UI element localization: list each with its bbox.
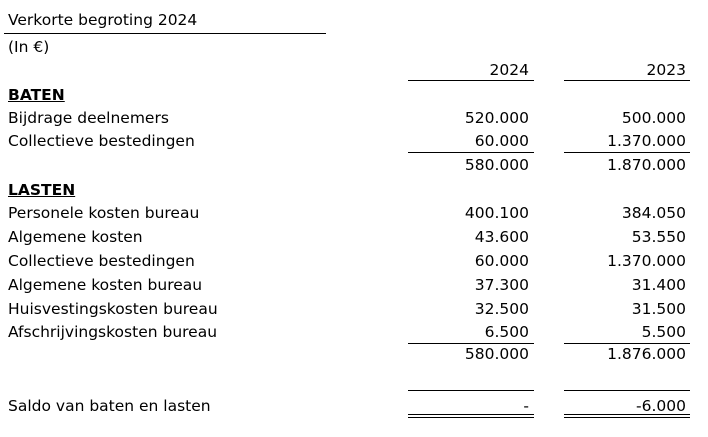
row-value-2024: 520.000	[464, 109, 529, 127]
saldo-double-rule-2023	[564, 414, 690, 418]
row-value-2024: 43.600	[474, 228, 529, 246]
row-value-2023: 53.550	[631, 228, 686, 246]
row-value-2024: 400.100	[464, 204, 529, 222]
row-label: Collectieve bestedingen	[8, 252, 195, 270]
row-label: Algemene kosten	[8, 228, 143, 246]
title-underline	[4, 33, 326, 34]
lasten-total-2024: 580.000	[464, 345, 529, 363]
column-header-rule-2024	[408, 80, 534, 81]
lasten-subtotal-rule-2024	[408, 343, 534, 344]
row-label: Afschrijvingskosten bureau	[8, 323, 218, 341]
row-value-2024: 60.000	[474, 252, 529, 270]
row-label: Huisvestingskosten bureau	[8, 300, 218, 318]
unit-label: (In €)	[8, 38, 50, 56]
row-value-2023: 500.000	[621, 109, 686, 127]
row-label: Algemene kosten bureau	[8, 276, 203, 294]
row-label: Personele kosten bureau	[8, 204, 200, 222]
row-value-2023: 384.050	[621, 204, 686, 222]
row-value-2024: 6.500	[484, 323, 529, 341]
saldo-double-rule-2024	[408, 414, 534, 418]
baten-subtotal-rule-2024	[408, 152, 534, 153]
row-value-2023: 1.370.000	[607, 252, 686, 270]
baten-total-2023: 1.870.000	[607, 156, 686, 174]
row-value-2023: 5.500	[641, 323, 686, 341]
column-header-2023: 2023	[646, 61, 686, 79]
saldo-value-2023: -6.000	[636, 397, 686, 415]
row-value-2023: 31.400	[631, 276, 686, 294]
row-label: Bijdrage deelnemers	[8, 109, 169, 127]
saldo-value-2024: -	[523, 397, 529, 415]
column-header-rule-2023	[564, 80, 690, 81]
page-title: Verkorte begroting 2024	[8, 11, 198, 29]
baten-total-2024: 580.000	[464, 156, 529, 174]
saldo-top-rule-2023	[564, 390, 690, 391]
row-value-2024: 37.300	[474, 276, 529, 294]
saldo-label: Saldo van baten en lasten	[8, 397, 211, 415]
saldo-top-rule-2024	[408, 390, 534, 391]
section-header-lasten: LASTEN	[8, 181, 76, 199]
lasten-total-2023: 1.876.000	[607, 345, 686, 363]
row-value-2023: 1.370.000	[607, 132, 686, 150]
section-header-baten: BATEN	[8, 86, 65, 104]
row-value-2023: 31.500	[631, 300, 686, 318]
row-label: Collectieve bestedingen	[8, 132, 195, 150]
row-value-2024: 60.000	[474, 132, 529, 150]
baten-subtotal-rule-2023	[564, 152, 690, 153]
lasten-subtotal-rule-2023	[564, 343, 690, 344]
column-header-2024: 2024	[489, 61, 529, 79]
row-value-2024: 32.500	[474, 300, 529, 318]
